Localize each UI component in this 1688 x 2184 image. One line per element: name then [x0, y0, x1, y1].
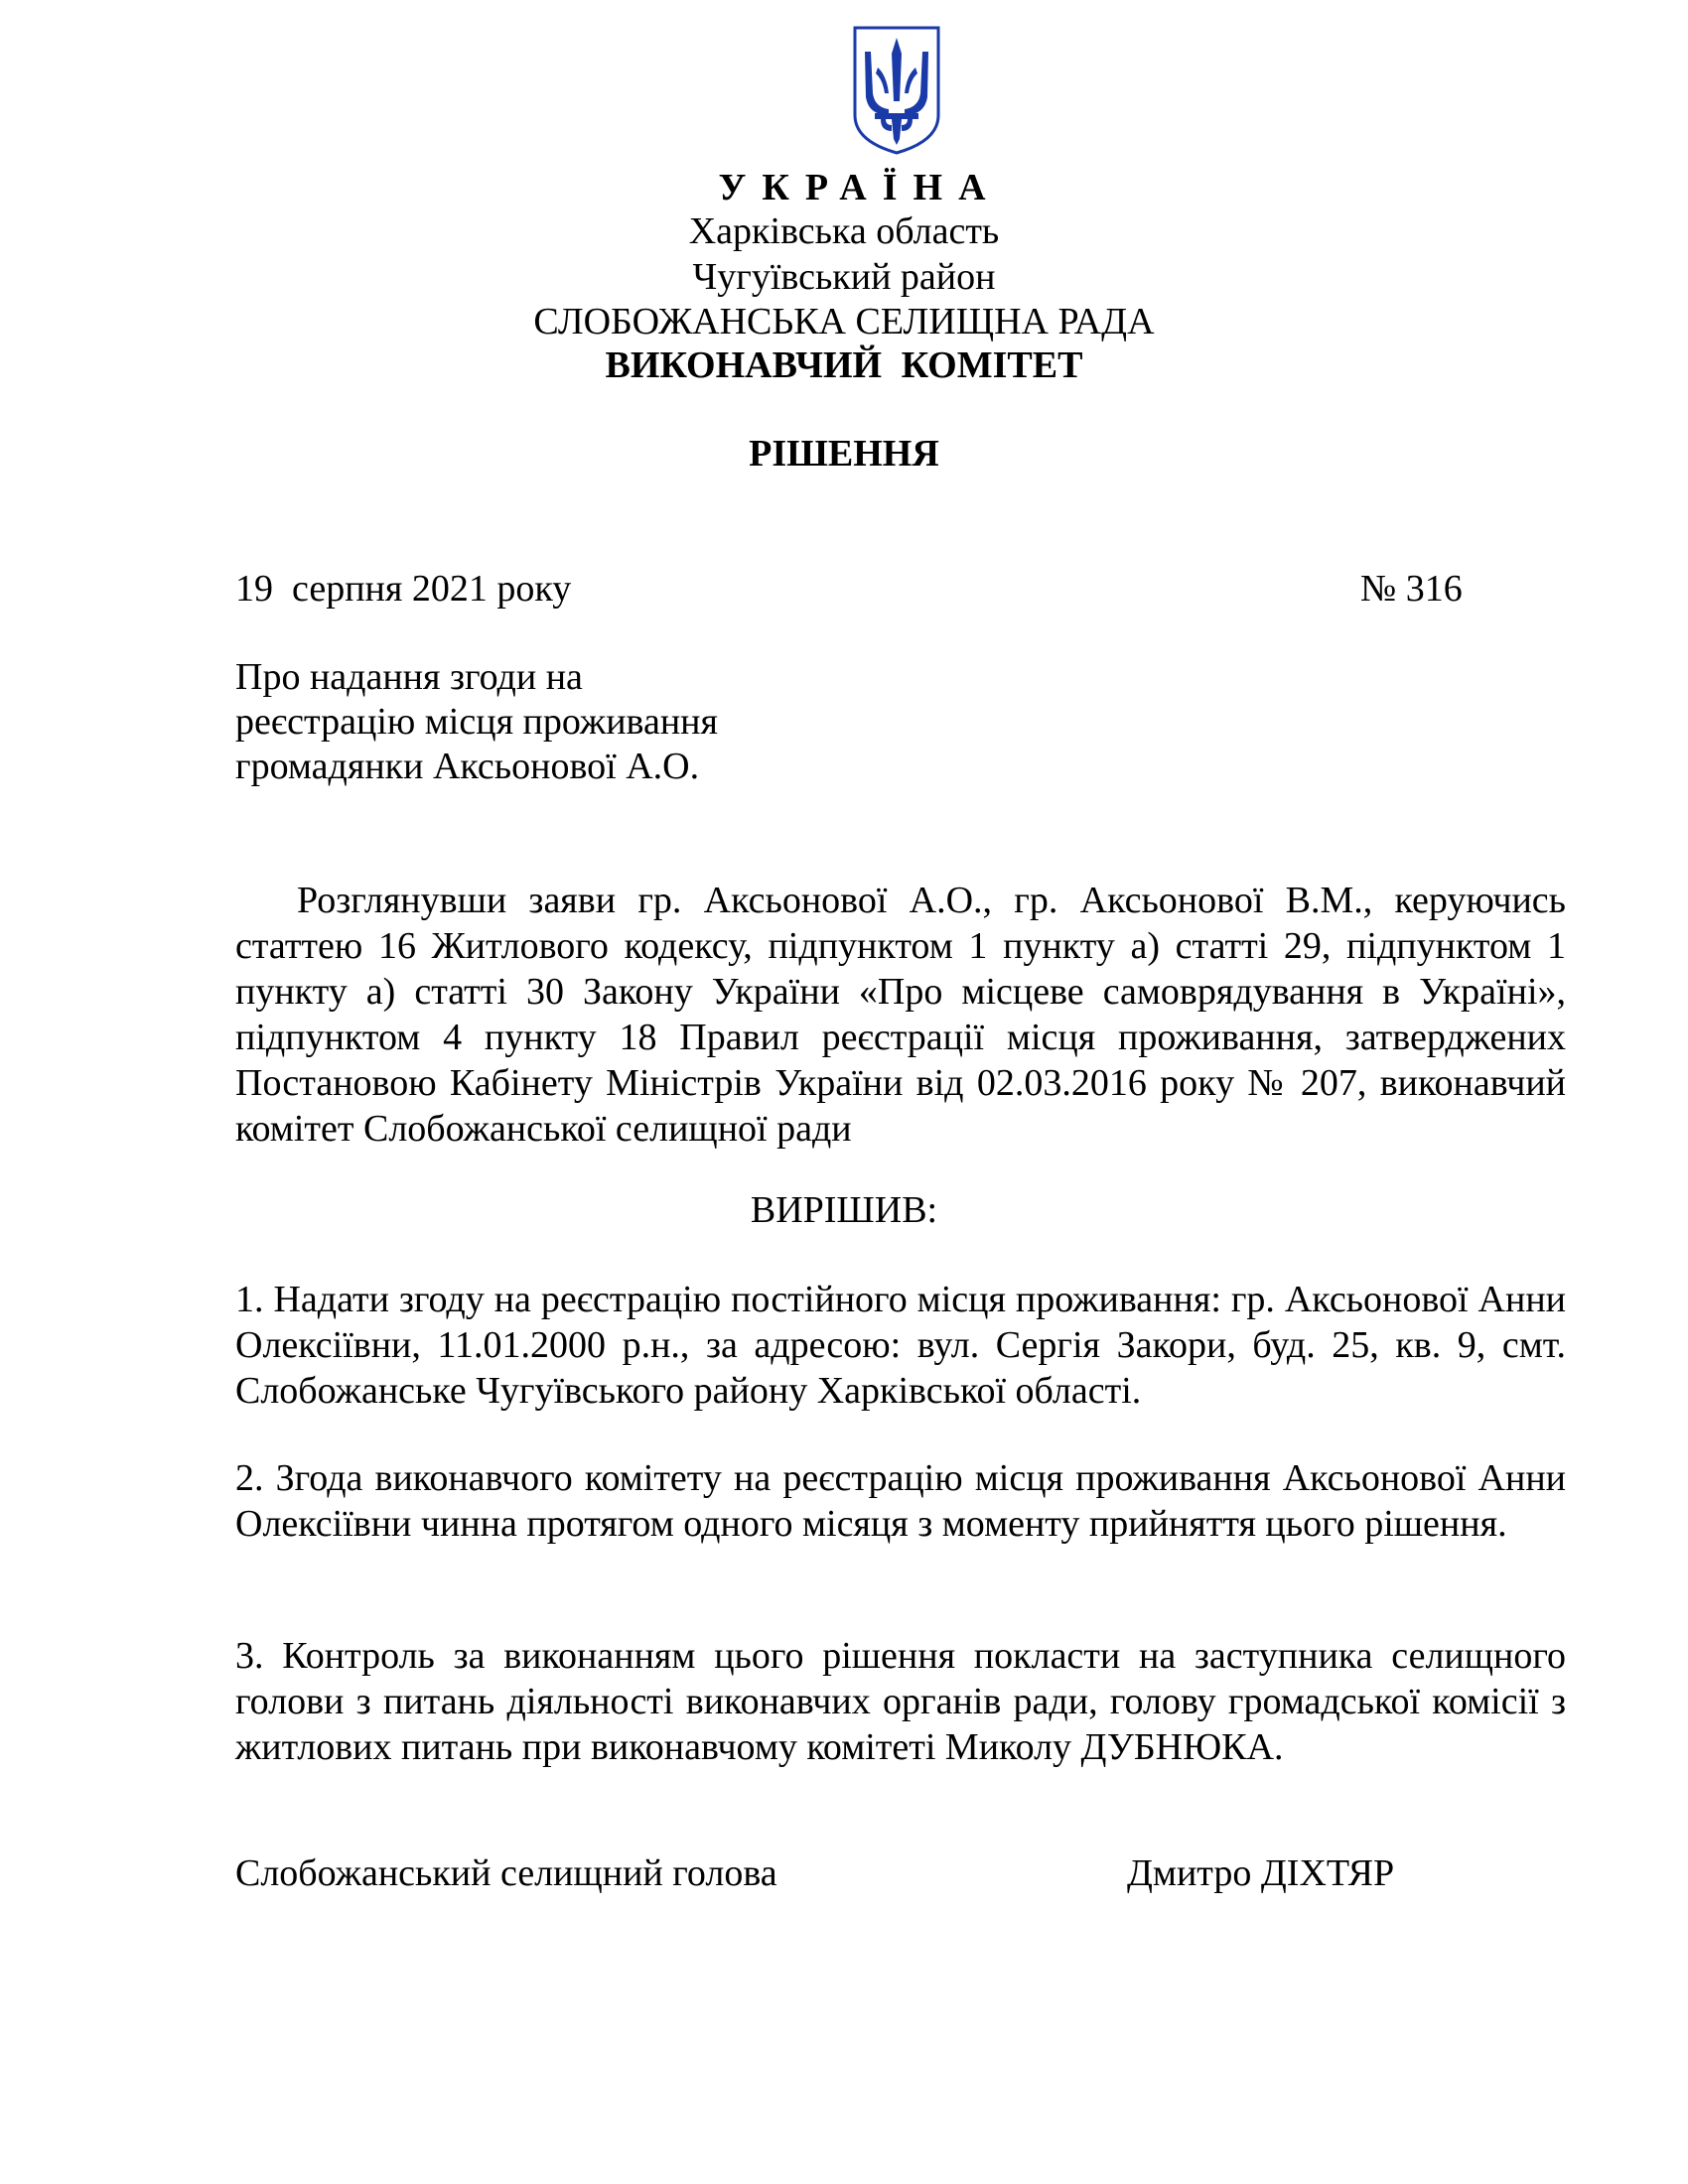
- subject-line: громадянки Аксьонової А.О.: [235, 746, 700, 787]
- signatory-name: Дмитро ДІХТЯР: [1127, 1852, 1395, 1894]
- decision-number: № 316: [1360, 568, 1463, 610]
- region-line: Харківська область: [688, 210, 1000, 252]
- decision-subject: [235, 655, 718, 789]
- preamble-paragraph: Розглянувши заяви гр. Аксьонової А.О., гр. Аксьонової В.М., керуючись статтею 16 Житлового кодексу, підпунктом 1 пункту а) статті 29, підпунктом 1 пункту а) статті 30 Закону України «Про місцеве самоврядування в Україні», підпунктом 4 пункту 18 Правил реєстрації місця проживання, затверджених Постановою Кабінету Міністрів України від 02.03.2016 року № 207, виконавчий комітет Слобожанської селищної ради: [235, 880, 1566, 1150]
- district-line: Чугуївський район: [692, 256, 996, 298]
- document-type-title: РІШЕННЯ: [749, 433, 939, 475]
- subject-line: Про надання згоди на: [235, 656, 583, 698]
- committee-name: ВИКОНАВЧИЙ КОМІТЕТ: [605, 344, 1083, 386]
- decision-item: 3. Контроль за виконанням цього рішення покласти на заступника селищного голови з питань діяльності виконавчих органів ради, голову громадської комісії з житлових питань при виконавчому комітеті Миколу ДУБНЮКА.: [235, 1635, 1566, 1768]
- decision-date: 19 серпня 2021 року: [235, 568, 572, 610]
- decided-heading: ВИРІШИВ:: [750, 1189, 938, 1231]
- decision-item: 2. Згода виконавчого комітету на реєстрацію місця проживання Аксьонової Анни Олексіївни чинна протягом одного місяця з моменту прийняття цього рішення.: [235, 1457, 1566, 1545]
- signatory-title: Слобожанський селищний голова: [235, 1852, 777, 1894]
- ukraine-trident-emblem-icon: [851, 24, 942, 157]
- council-name: СЛОБОЖАНСЬКА СЕЛИЩНА РАДА: [533, 301, 1155, 342]
- country-title: УКРАЇНА: [718, 167, 1002, 208]
- subject-line: реєстрацію місця проживання: [235, 701, 718, 743]
- decision-item: 1. Надати згоду на реєстрацію постійного місця проживання: гр. Аксьонової Анни Олексіївни, 11.01.2000 р.н., за адресою: вул. Сергія Закори, буд. 25, кв. 9, смт. Слобожанське Чугуївського району Харківської області.: [235, 1279, 1566, 1412]
